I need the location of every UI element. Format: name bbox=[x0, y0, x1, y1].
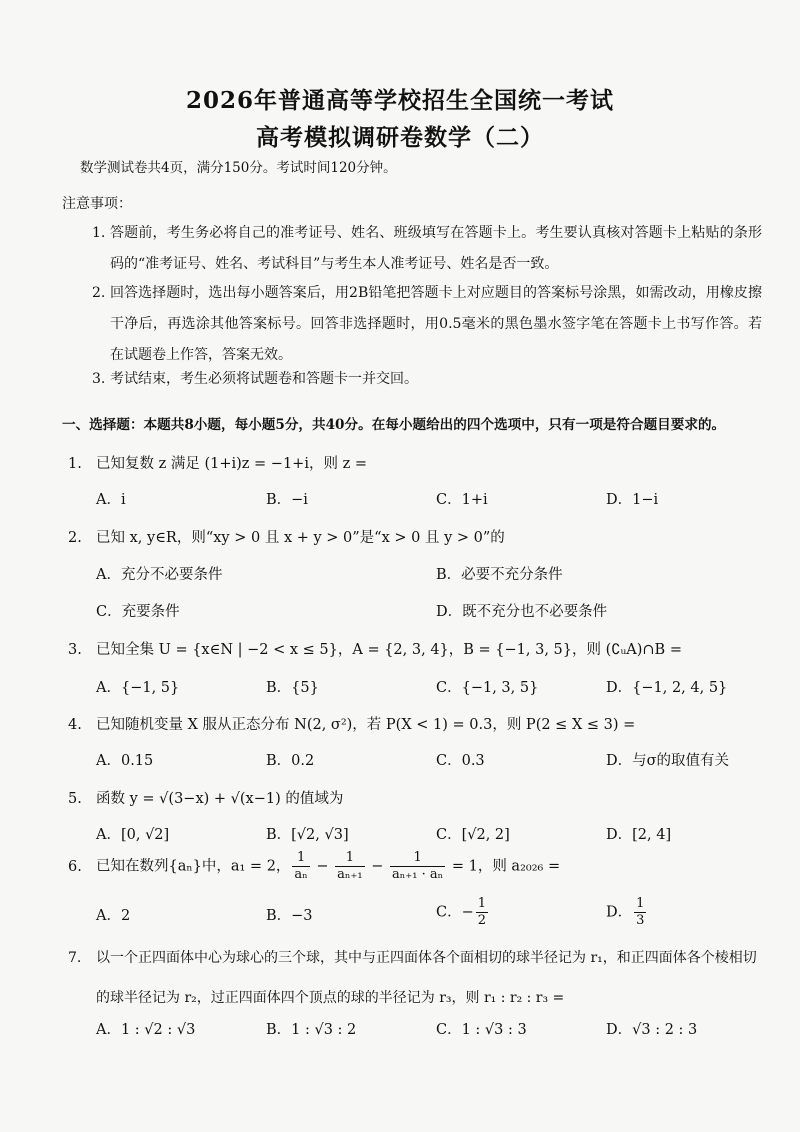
option-c: C．0.3 bbox=[436, 753, 485, 769]
question-text: 已知随机变量 X 服从正态分布 N(2, σ²)，若 P(X < 1) = 0.3，则 P(2 ≤ X ≤ 3) = bbox=[96, 717, 636, 733]
option-d: D．与σ的取值有关 bbox=[606, 753, 730, 769]
option-d: D． $\frac{1}{3}$ bbox=[606, 896, 645, 928]
question-number: 3. bbox=[68, 642, 82, 658]
fraction: $\frac{1}{\text{aₙ₊₁ · aₙ}}$ bbox=[392, 850, 444, 882]
question-number: 5. bbox=[68, 791, 82, 807]
question-text: = 1，则 a₂₀₂₆ = bbox=[451, 858, 561, 875]
option-b: B．−i bbox=[266, 492, 308, 508]
option-a: A．i bbox=[96, 492, 126, 508]
option-c: C．1+i bbox=[436, 492, 488, 508]
notice-item-text: 回答选择题时，选出每小题答案后，用2B铅笔把答题卡上对应题目的答案标号涂黑，如需改动，用橡皮擦干净后，再选涂其他答案标号。回答非选择题时，用0.5毫米的黑色墨水签字笔在答题卡上书写作答。若在试题卷上作答，答案无效。 bbox=[110, 285, 762, 363]
option-c: C．1 : √3 : 3 bbox=[436, 1022, 527, 1038]
question-stem bbox=[68, 526, 505, 547]
notice-item-number: 2. bbox=[92, 285, 106, 301]
exam-title: 2026年普通高等学校招生全国统一考试 bbox=[185, 87, 614, 114]
option-a: A．0.15 bbox=[96, 753, 154, 769]
question-text: 以一个正四面体中心为球心的三个球，其中与正四面体各个面相切的球半径记为 r₁，和正四面体各个棱相切的球半径记为 r₂，过正四面体四个顶点的球的半径记为 r₃，则 r₁ : r₂ : r₃ = bbox=[96, 950, 757, 1006]
notice-heading: 注意事项： bbox=[62, 196, 132, 212]
option-c: C．{−1, 3, 5} bbox=[436, 680, 539, 696]
question-stem bbox=[68, 787, 343, 808]
option-d: D．√3 : 2 : 3 bbox=[606, 1022, 698, 1038]
notice-item-number: 1. bbox=[92, 225, 106, 241]
fraction: $\frac{1}{\text{aₙ₊₁}}$ bbox=[337, 850, 363, 882]
option-c: C．− $\frac{1}{2}$ bbox=[436, 896, 487, 928]
question-text: 函数 y = √(3−x) + √(x−1) 的值域为 bbox=[96, 791, 344, 807]
question-number: 6. bbox=[68, 858, 82, 875]
notice-item bbox=[92, 364, 762, 395]
option-b: B．1 : √3 : 2 bbox=[266, 1022, 357, 1038]
notice-item-text: 答题前，考生务必将自己的准考证号、姓名、班级填写在答题卡上。考生要认真核对答题卡上粘贴的条形码的“准考证号、姓名、考试科目”与考生本人准考证号、姓名是否一致。 bbox=[110, 225, 762, 272]
option-d: D．既不充分也不必要条件 bbox=[436, 604, 608, 620]
option-d: D．[2, 4] bbox=[606, 827, 672, 843]
question-number: 4. bbox=[68, 717, 82, 733]
question-number: 7. bbox=[68, 950, 82, 966]
option-a: A．[0, √2] bbox=[96, 827, 170, 843]
notice-item-text: 考试结束，考生必须将试题卷和答题卡一并交回。 bbox=[110, 371, 418, 387]
section-header: 一、选择题：本题共8小题，每小题5分，共40分。在每小题给出的四个选项中，只有一项是符合题目要求的。 bbox=[62, 417, 726, 433]
question-stem bbox=[68, 938, 758, 1018]
option-d: D．{−1, 2, 4, 5} bbox=[606, 680, 728, 696]
exam-info: 数学测试卷共4页，满分150分。考试时间120分钟。 bbox=[80, 160, 397, 176]
question-text: 已知在数列{aₙ}中，a₁ = 2， bbox=[96, 858, 291, 875]
option-a: A．2 bbox=[96, 908, 131, 924]
question-text: 已知复数 z 满足 (1+i)z = −1+i，则 z = bbox=[96, 456, 367, 472]
option-a: A．{−1, 5} bbox=[96, 680, 180, 696]
question-stem bbox=[68, 452, 367, 473]
option-c: C．[√2, 2] bbox=[436, 827, 510, 843]
option-b: B．−3 bbox=[266, 908, 313, 924]
option-a: A．充分不必要条件 bbox=[96, 567, 223, 583]
notice-item-number: 3. bbox=[92, 371, 106, 387]
question-text: 已知全集 U = {x∈N | −2 < x ≤ 5}，A = {2, 3, 4}，B = {−1, 3, 5}，则 (∁ᵤA)∩B = bbox=[96, 642, 682, 658]
notice-item bbox=[92, 278, 762, 371]
question-text: 已知 x, y∈R，则“xy > 0 且 x + y > 0”是“x > 0 且 y > 0”的 bbox=[96, 530, 505, 546]
option-b: B．{5} bbox=[266, 680, 319, 696]
exam-subtitle: 高考模拟调研卷数学（二） bbox=[256, 124, 544, 151]
option-a: A．1 : √2 : √3 bbox=[96, 1022, 196, 1038]
question-number: 2. bbox=[68, 530, 82, 546]
option-b: B．必要不充分条件 bbox=[436, 567, 563, 583]
question-number: 1. bbox=[68, 456, 82, 472]
question-stem bbox=[68, 638, 682, 659]
option-d: D．1−i bbox=[606, 492, 659, 508]
option-b: B．0.2 bbox=[266, 753, 315, 769]
option-c: C．充要条件 bbox=[96, 604, 180, 620]
fraction: $\frac{1}{\text{aₙ}}$ bbox=[294, 850, 308, 882]
notice-item bbox=[92, 218, 762, 280]
option-b: B．[√2, √3] bbox=[266, 827, 349, 843]
question-stem bbox=[68, 713, 635, 734]
question-stem: 6. 已知在数列{aₙ}中，a₁ = 2， $\frac{1}{\text{aₙ}}$ − $\frac{1}{\text{aₙ₊₁}}$ − $\frac{1}{\text{aₙ₊₁ · aₙ}}$ = 1，则 a₂₀₂₆ = bbox=[68, 850, 561, 882]
